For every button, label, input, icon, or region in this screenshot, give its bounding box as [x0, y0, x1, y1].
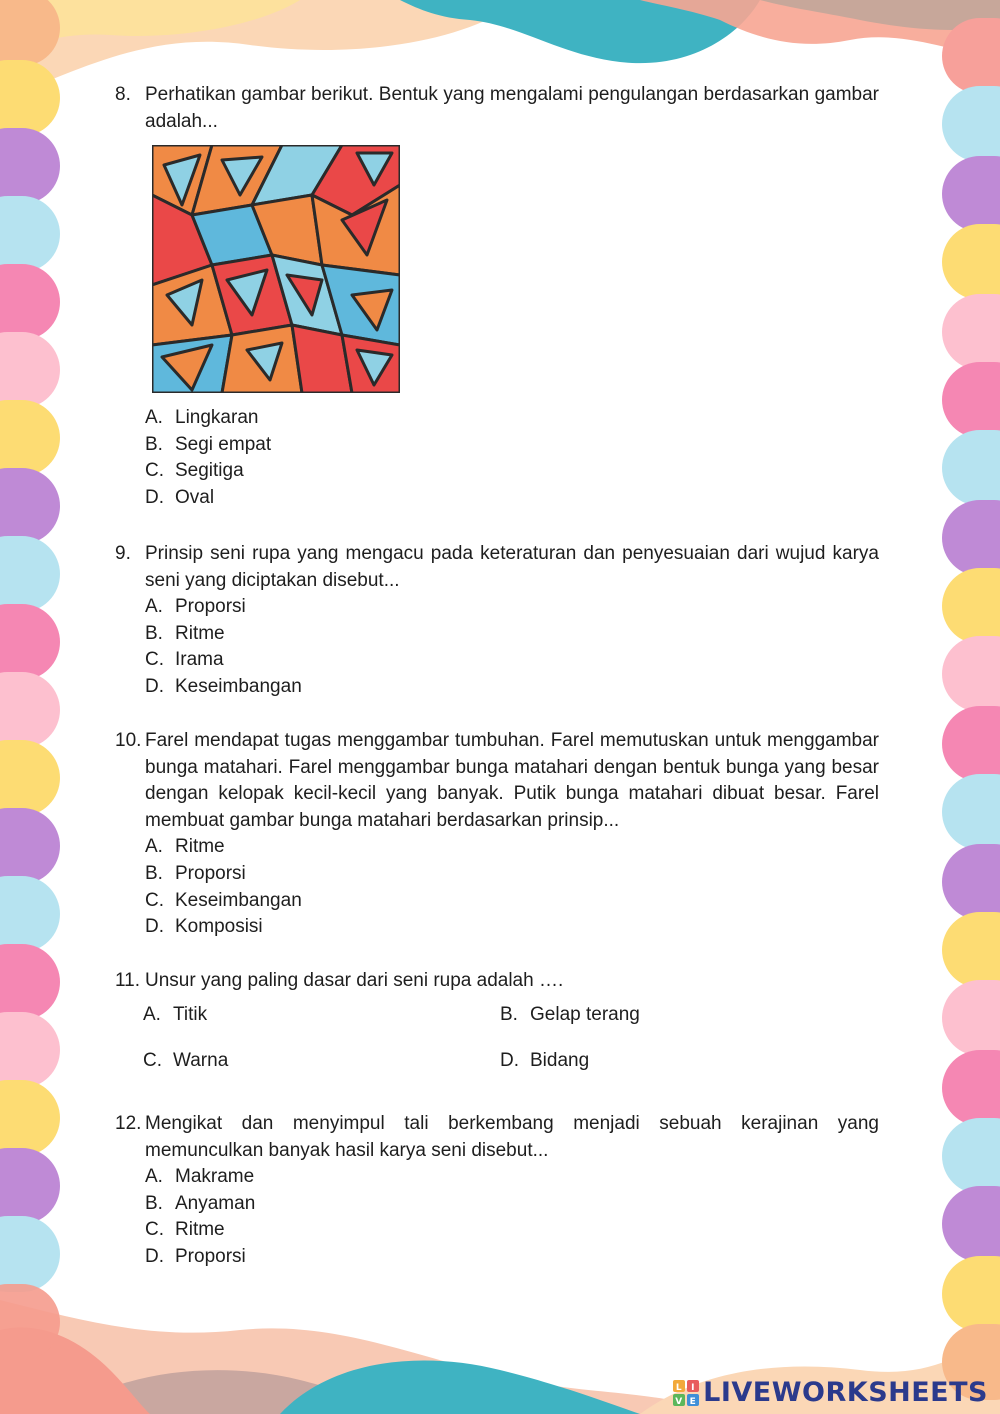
- svg-text:E: E: [689, 1396, 697, 1406]
- options-list: [115, 405, 879, 511]
- option-a[interactable]: A. Makrame: [145, 1166, 255, 1188]
- question-text: Perhatikan gambar berikut. Bentuk yang mengalami pengulangan berdasarkan gambar adalah...: [145, 84, 879, 132]
- question-number: 10.: [115, 730, 142, 751]
- option-a[interactable]: A. Lingkaran: [145, 407, 259, 429]
- option-b[interactable]: B. Segi empat: [145, 433, 272, 455]
- right-pill-column: [942, 18, 1000, 1400]
- option-d[interactable]: D. Oval: [145, 486, 215, 508]
- option-c[interactable]: C. Warna: [143, 1050, 229, 1071]
- option-b[interactable]: B. Proporsi: [145, 862, 246, 884]
- option-d[interactable]: D. Bidang: [500, 1050, 590, 1071]
- option-c[interactable]: C. Ritme: [145, 1219, 225, 1241]
- question-8: [115, 82, 879, 512]
- brand-name: LIVEWORKSHEETS: [703, 1377, 988, 1408]
- option-c[interactable]: C. Segitiga: [145, 460, 244, 482]
- option-d[interactable]: D. Proporsi: [145, 1245, 246, 1267]
- options-list: [115, 594, 879, 700]
- svg-text:V: V: [675, 1396, 683, 1406]
- liveworksheets-logo-icon: [673, 1380, 699, 1406]
- liveworksheets-logo[interactable]: [673, 1377, 988, 1408]
- question-number: 12.: [115, 1113, 142, 1134]
- left-pill-column: [0, 0, 60, 1360]
- option-d[interactable]: D. Komposisi: [145, 916, 263, 938]
- question-number: 8.: [115, 84, 131, 105]
- question-11: [115, 968, 879, 995]
- svg-text:L: L: [676, 1382, 683, 1393]
- question-text: Mengikat dan menyimpul tali berkembang menjadi sebuah kerajinan yang memunculkan banyak hasil karya seni disebut...: [145, 1113, 879, 1161]
- option-a[interactable]: A. Ritme: [145, 836, 225, 858]
- option-b[interactable]: B. Anyaman: [145, 1192, 256, 1214]
- question-number: 11.: [115, 970, 141, 991]
- option-a[interactable]: A. Proporsi: [145, 596, 246, 618]
- question-text: Unsur yang paling dasar dari seni rupa adalah ….: [145, 970, 564, 991]
- option-c[interactable]: C. Keseimbangan: [145, 889, 302, 911]
- option-d[interactable]: D. Keseimbangan: [145, 675, 302, 697]
- question-number: 9.: [115, 543, 131, 564]
- option-a[interactable]: A. Titik: [143, 1004, 208, 1025]
- options-list: [115, 834, 879, 940]
- triangle-pattern-image: [152, 145, 400, 393]
- option-b[interactable]: B. Gelap terang: [500, 1004, 640, 1025]
- question-10: [115, 728, 879, 941]
- option-b[interactable]: B. Ritme: [145, 622, 225, 644]
- question-9: [115, 541, 879, 701]
- options-list: [115, 1164, 879, 1270]
- option-c[interactable]: C. Irama: [145, 649, 224, 671]
- svg-text:I: I: [691, 1382, 696, 1393]
- question-text: Prinsip seni rupa yang mengacu pada keteraturan dan penyesuaian dari wujud karya seni yang diciptakan disebut...: [145, 543, 879, 591]
- question-text: Farel mendapat tugas menggambar tumbuhan. Farel memutuskan untuk menggambar bunga matahari. Farel menggambar bunga matahari dengan bentuk bunga yang besar dengan kelopak kecil-kecil yang banyak. Putik bunga matahari dibuat besar. Farel membuat gambar bunga matahari berdasarkan prinsip...: [145, 730, 879, 831]
- question-12: [115, 1111, 879, 1271]
